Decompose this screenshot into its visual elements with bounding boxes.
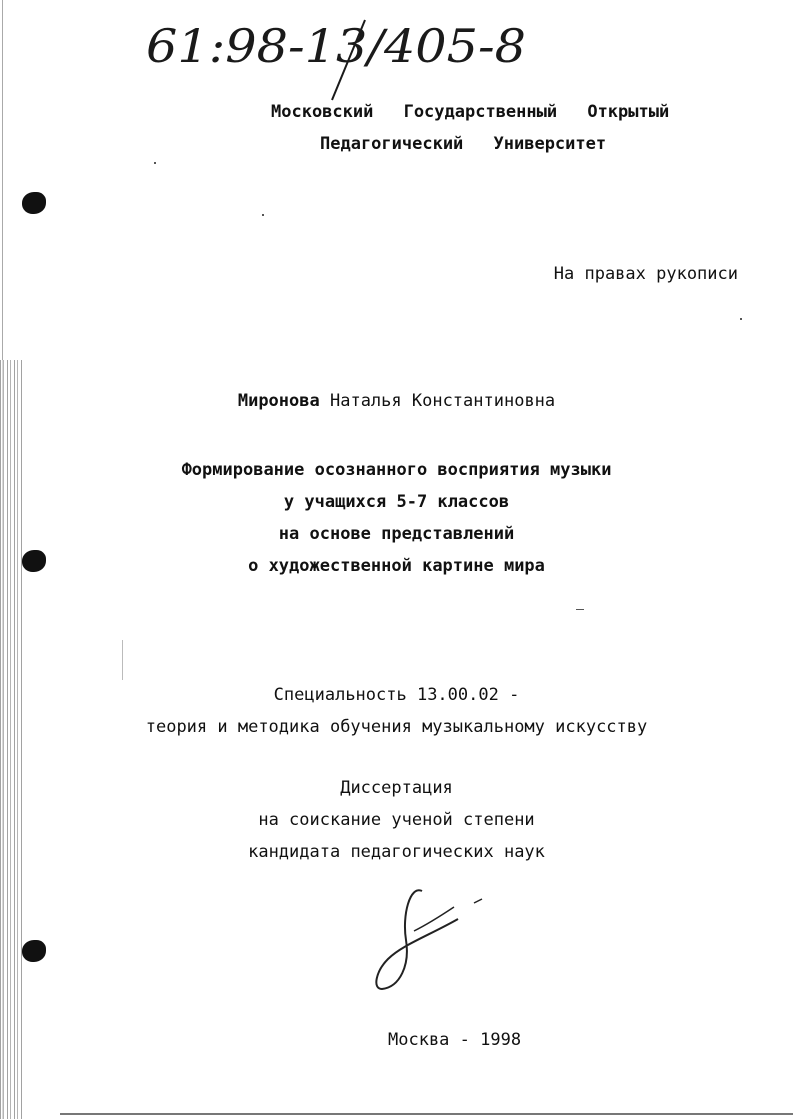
scan-speck bbox=[576, 609, 584, 610]
specialty-code: Специальность 13.00.02 - bbox=[273, 685, 520, 705]
manuscript-rights-note: На правах рукописи bbox=[553, 264, 738, 284]
title-line: на основе представлений bbox=[278, 524, 515, 544]
archive-number bbox=[140, 6, 540, 102]
degree-block bbox=[0, 772, 793, 868]
scan-bottom-rule bbox=[60, 1113, 793, 1115]
degree-type: Диссертация bbox=[340, 778, 453, 798]
punch-hole bbox=[22, 940, 46, 962]
specialty-block bbox=[0, 679, 793, 743]
title-line: о художественной картине мира bbox=[248, 556, 545, 576]
scan-mark bbox=[122, 640, 123, 680]
degree-purpose: на соискание ученой степени bbox=[258, 810, 535, 830]
author-surname: Миронова bbox=[237, 391, 320, 411]
institution-line-2: Педагогический Университет bbox=[320, 134, 607, 154]
punch-hole bbox=[22, 192, 46, 214]
scan-speck bbox=[740, 318, 742, 320]
scan-speck bbox=[262, 214, 264, 216]
institution-line-1: Московский Государственный Открытый bbox=[271, 102, 670, 122]
title-line: у учащихся 5-7 классов bbox=[283, 492, 510, 512]
specialty-name: теория и методика обучения музыкальному искусству bbox=[145, 717, 648, 737]
author-name bbox=[0, 391, 793, 411]
degree-field: кандидата педагогических наук bbox=[248, 842, 545, 862]
city-year: Москва - 1998 bbox=[388, 1030, 522, 1050]
signature bbox=[370, 885, 500, 995]
title-line: Формирование осознанного восприятия музыки bbox=[181, 460, 612, 480]
author-given-names: Наталья Константиновна bbox=[329, 391, 556, 411]
dissertation-title bbox=[0, 454, 793, 582]
scan-speck bbox=[154, 162, 156, 164]
svg-text:61:98-13/405-8: 61:98-13/405-8 bbox=[146, 19, 526, 73]
